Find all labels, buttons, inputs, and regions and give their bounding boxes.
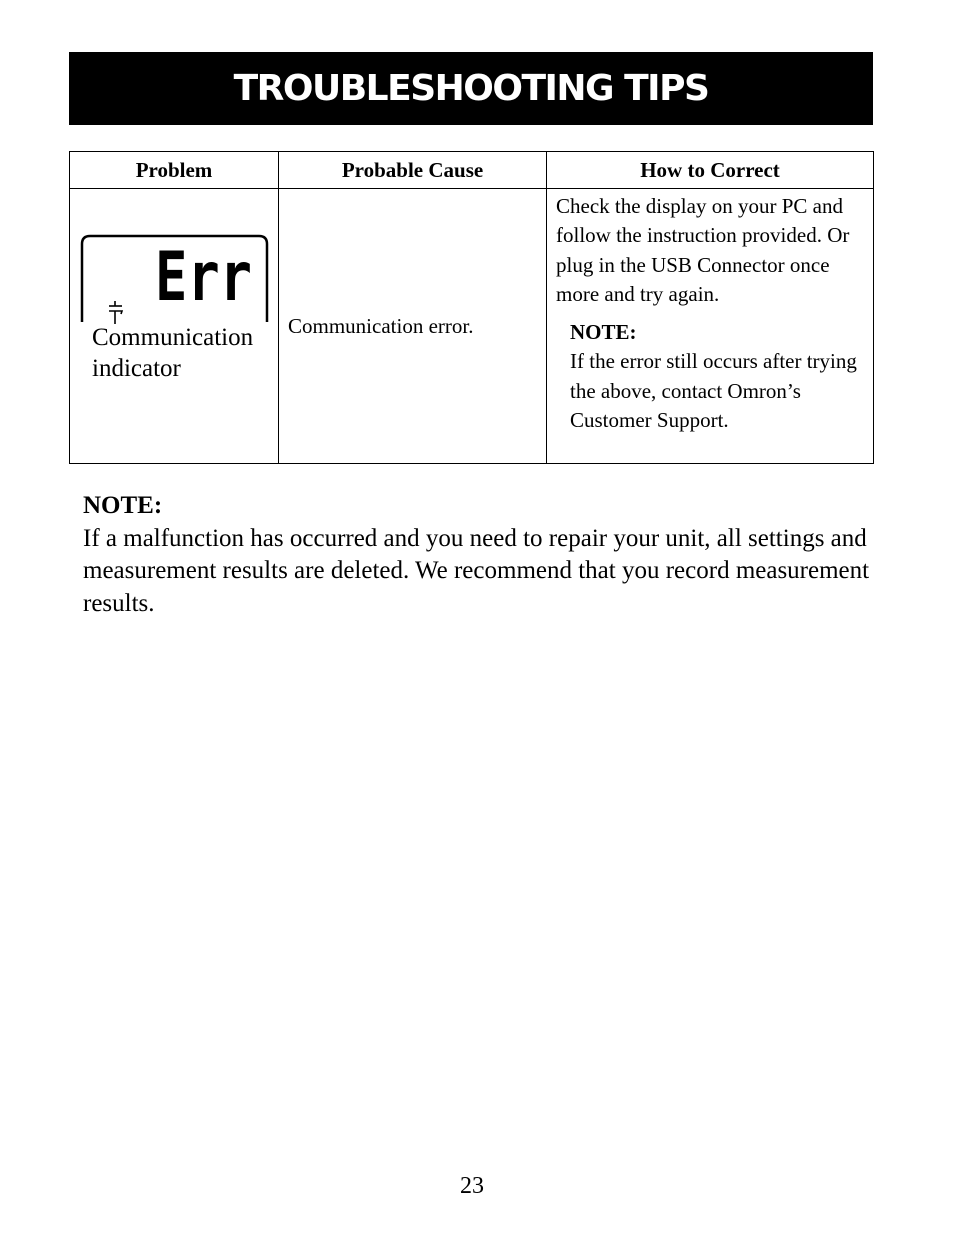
page-title: TROUBLESHOOTING TIPS [233, 68, 709, 109]
title-banner [69, 52, 873, 125]
communication-indicator-icon [109, 301, 122, 324]
table-row [70, 189, 874, 464]
correction-note [547, 309, 873, 435]
header-how-to-correct: How to Correct [547, 152, 874, 189]
correction-text: Check the display on your PC and follow the instruction provided. Or plug in the USB Connector once more and try again. [556, 194, 850, 306]
note-heading: NOTE: [83, 492, 163, 519]
correction-note-text: If the error still occurs after trying the above, contact Omron’s Customer Support. [570, 349, 857, 433]
correction-note-heading: NOTE: [570, 320, 637, 345]
troubleshooting-table [69, 151, 874, 464]
page-note [83, 490, 873, 620]
communication-indicator-label: Communication indicator [92, 324, 254, 382]
correction-cell [547, 189, 874, 464]
probable-cause-text: Communication error. [288, 313, 474, 338]
err-display-text: Err [155, 238, 252, 317]
header-probable-cause: Probable Cause [279, 152, 547, 189]
header-problem: Problem [70, 152, 279, 189]
cause-cell [279, 189, 547, 464]
note-text: If a malfunction has occurred and you need to repair your unit, all settings and measurement results are deleted. We recommend that you record measurement results. [83, 524, 870, 617]
lcd-display-illustration [80, 234, 269, 326]
table-header-row [70, 152, 874, 189]
page-number: 23 [460, 1173, 484, 1199]
problem-cell [70, 189, 279, 464]
